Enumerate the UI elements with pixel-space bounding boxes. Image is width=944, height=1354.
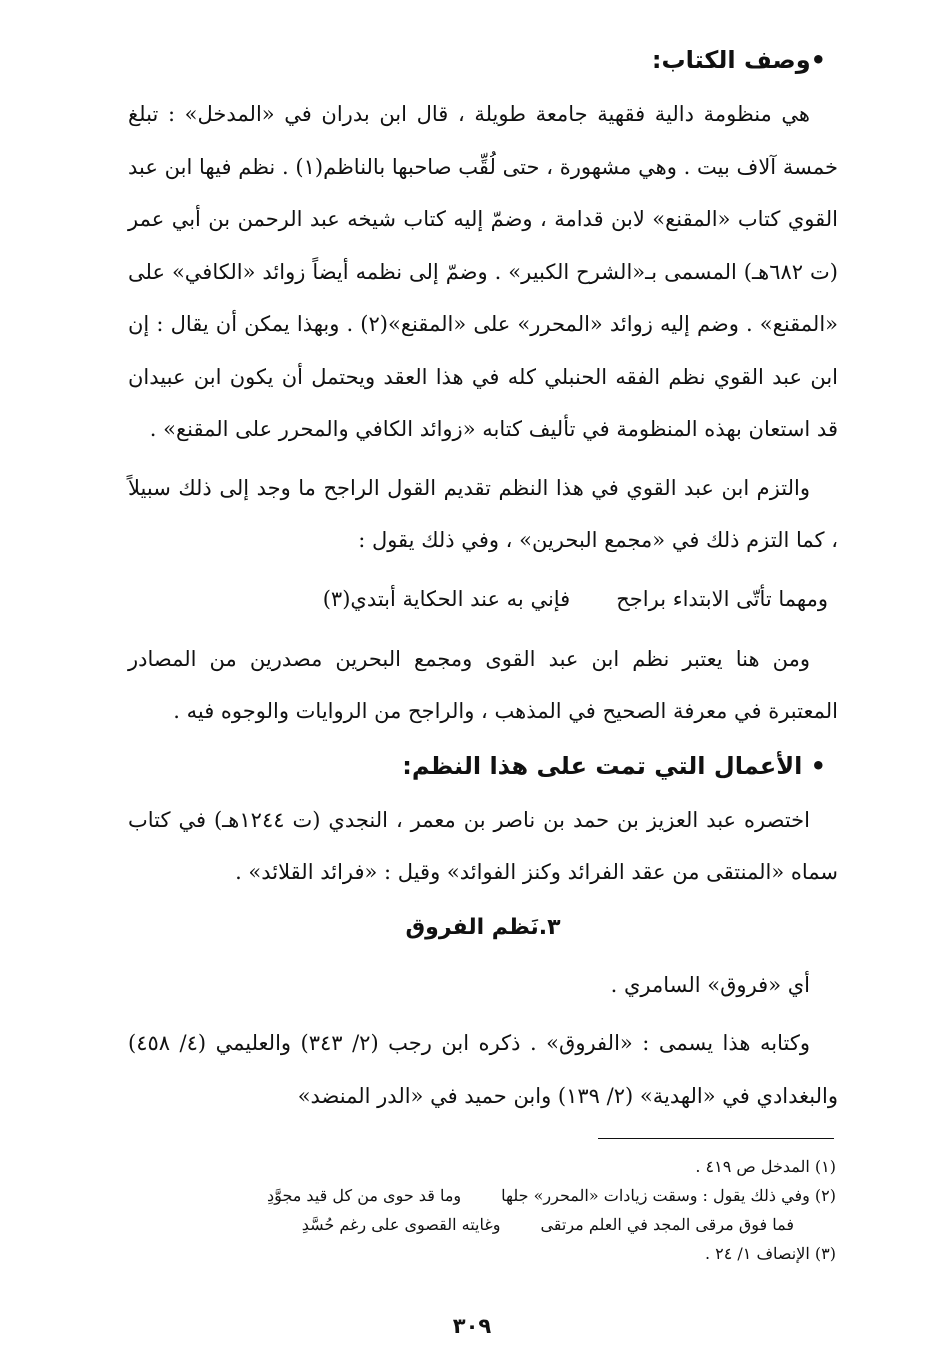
footnote-2-hemistich: وغايته القصوى على رغم حُسَّدِ: [301, 1215, 501, 1234]
footnote-separator: [598, 1138, 834, 1139]
footnote-2: [128, 1181, 836, 1210]
page-body: [128, 38, 838, 1128]
paragraph-description: [128, 88, 838, 456]
section-heading-works: • الأعمال التي تمت على هذا النظم:: [402, 751, 826, 780]
verse-second-hemistich: فإني به عند الحكاية أبتدي(٣): [322, 586, 571, 611]
page-number: ٣٠٩: [452, 1314, 492, 1338]
paragraph-text: أي «فروق» السامري .: [610, 972, 810, 997]
paragraph-sources: [128, 633, 838, 738]
paragraph-text: وكتابه هذا يسمى : «الفروق» . ذكره ابن رجب (٢/ ٣٤٣) والعليمي (٤/ ٤٥٨) والبغدادي في «الهدية» (٢/ ١٣٩) وابن حميد في «الدر المنضد»: [128, 1031, 838, 1108]
paragraph-text: هي منظومة دالية فقهية جامعة طويلة ، قال ابن بدران في «المدخل» : تبلغ خمسة آلاف بيت . وهي مشهورة ، حتى لُقِّب صاحبها بالناظم(١) . نظم فيها ابن عبد القوي كتاب «المقنع» لابن قدامة ، وضمّ إليه كتاب شيخه عبد الرحمن بن أبي عمر (ت ٦٨٢هـ) المسمى بـ«الشرح الكبير» . وضمّ إلى نظمه أيضاً زوائد «الكافي» على «المقنع» . وضم إليه زوائد «المحرر» على «المقنع»(٢) . وبهذا يمكن أن يقال : إن ابن عبد القوي نظم الفقه الحنبلي كله في هذا العقد ويحتمل أن يكون ابن عبيدان قد استعان بهذه المنظومة في تأليف كتابه «زوائد الكافي والمحرر على المقنع» .: [128, 102, 839, 441]
paragraph-text: والتزم ابن عبد القوي في هذا النظم تقديم القول الراجح ما وجد إلى ذلك سبيلاً ، كما التزم ذلك في «مجمع البحرين» ، وفي ذلك يقول :: [128, 475, 838, 552]
footnote-2-second-verse: [128, 1210, 836, 1239]
section-heading-book-description: •وصف الكتاب:: [651, 46, 826, 74]
paragraph-furuq: [128, 959, 838, 1012]
footnotes: [128, 1152, 836, 1268]
footnote-2-hemistich: وما قد حوى من كل قيد مجوَّدِ: [267, 1186, 462, 1205]
paragraph-commitment: [128, 462, 838, 567]
section-title-nazm-al-furuq: ٣.نَظم الفروق: [405, 914, 561, 940]
poem-verse: [128, 573, 828, 625]
footnote-3: (٣) الإنصاف ١/ ٢٤ .: [704, 1244, 836, 1263]
paragraph-text: اختصره عبد العزيز بن حمد بن ناصر بن معمر ، النجدي (ت ١٢٤٤هـ) في كتاب سماه «المنتقى من عقد الفرائد وكنز الفوائد» وقيل : «فرائد القلائد» .: [128, 807, 838, 884]
footnote-1: (١) المدخل ص ٤١٩ .: [695, 1157, 836, 1176]
footnote-2-intro: (٢) وفي ذلك يقول : وسقت زيادات «المحرر» جلها: [501, 1186, 836, 1205]
paragraph-abridgement: [128, 794, 838, 899]
paragraph-text: ومن هنا يعتبر نظم ابن عبد القوى ومجمع البحرين مصدرين من المصادر المعتبرة في معرفة الصحيح في المذهب ، والراجح من الروايات والوجوه فيه .: [128, 646, 838, 723]
verse-first-hemistich: ومهما تأتّى الابتداء براجح: [616, 586, 828, 611]
paragraph-furuq-references: [128, 1017, 838, 1122]
footnote-2-hemistich: فما فوق مرقى المجد في العلم مرتقى: [540, 1215, 794, 1234]
